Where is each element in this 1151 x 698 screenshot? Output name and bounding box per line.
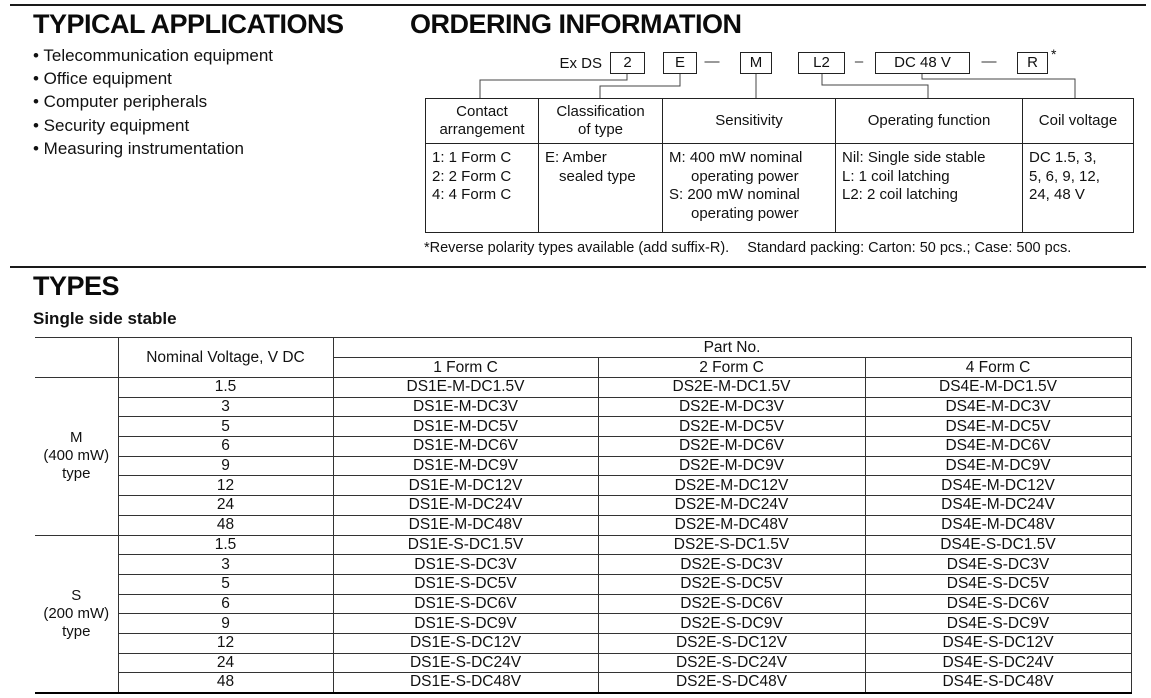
cell-operating-function: [836, 144, 1023, 233]
types-table-row: [35, 515, 1131, 535]
text-line: (200 mW): [43, 604, 110, 622]
voltage-cell: 48: [118, 673, 333, 693]
typical-applications-list: [33, 44, 273, 160]
part-number-cell: DS4E-M-DC9V: [865, 456, 1131, 476]
part-number-cell: DS1E-M-DC24V: [333, 496, 598, 516]
text-line: S: 200 mW nominal: [669, 186, 800, 203]
top-divider: [10, 4, 1146, 6]
voltage-cell: 1.5: [118, 378, 333, 398]
text-line: 1: 1 Form C: [432, 149, 512, 166]
text-line: 24, 48 V: [1029, 186, 1085, 203]
part-number-cell: DS1E-M-DC12V: [333, 476, 598, 496]
code-dash-3: —: [981, 53, 997, 70]
typical-applications-title: TYPICAL APPLICATIONS: [33, 9, 344, 39]
text-line: DC 1.5, 3,: [1029, 149, 1097, 166]
text-line: • Computer peripherals: [33, 92, 208, 112]
part-number-cell: DS1E-M-DC5V: [333, 417, 598, 437]
text-line: Classification: [556, 103, 645, 120]
types-table-row: [35, 633, 1131, 653]
text-line: L2: 2 coil latching: [842, 186, 958, 203]
text-line: 2: 2 Form C: [432, 167, 512, 185]
part-number-cell: DS4E-S-DC6V: [865, 594, 1131, 614]
ordering-information-title: ORDERING INFORMATION: [410, 9, 742, 39]
voltage-cell: 6: [118, 437, 333, 457]
part-number-cell: DS4E-M-DC5V: [865, 417, 1131, 437]
text-line: Nil: Single side stable: [842, 149, 986, 166]
part-number-cell: DS2E-S-DC9V: [598, 614, 865, 634]
part-number-cell: DS2E-S-DC48V: [598, 673, 865, 693]
text-line: 5, 6, 9, 12,: [1029, 167, 1100, 185]
types-table-body: [35, 378, 1131, 693]
text-line: type: [62, 465, 91, 483]
part-number-cell: DS4E-S-DC5V: [865, 574, 1131, 594]
types-table-row: [35, 437, 1131, 457]
ordering-footnote: [424, 240, 1071, 256]
text-line: E: Amber: [545, 149, 607, 166]
code-box-operating-function: L2: [798, 52, 845, 74]
voltage-cell: 3: [118, 397, 333, 417]
part-number-cell: DS2E-M-DC6V: [598, 437, 865, 457]
part-number-prefix: Ex DS: [559, 55, 602, 72]
text-line: • Telecommunication equipment: [33, 46, 273, 65]
text-line: Operating function: [867, 112, 991, 129]
code-box-contact: 2: [610, 52, 645, 74]
part-number-cell: DS2E-S-DC5V: [598, 574, 865, 594]
voltage-cell: 24: [118, 653, 333, 673]
header-operating-function: [836, 99, 1023, 144]
types-table-row: [35, 456, 1131, 476]
header-classification-of-type: [539, 99, 663, 144]
part-number-cell: DS1E-S-DC1.5V: [333, 535, 598, 555]
code-dash-2: –: [854, 53, 864, 70]
text-line: arrangement: [439, 121, 525, 138]
types-table-row: [35, 653, 1131, 673]
code-dash-1: —: [704, 53, 720, 70]
voltage-cell: 24: [118, 496, 333, 516]
suffix-asterisk: *: [1051, 46, 1057, 62]
types-header-row-1: [35, 338, 1131, 358]
single-side-stable-subtitle: Single side stable: [33, 309, 177, 328]
types-table-row: [35, 555, 1131, 575]
part-number-cell: DS1E-M-DC48V: [333, 515, 598, 535]
standard-packing-note: Standard packing: Carton: 50 pcs.; Case: 500 pcs.: [747, 240, 1072, 256]
text-line: Sensitivity: [715, 112, 783, 129]
types-table-row: [35, 397, 1131, 417]
types-table-row: [35, 535, 1131, 555]
part-number-cell: DS2E-M-DC12V: [598, 476, 865, 496]
text-line: S: [71, 586, 82, 604]
part-number-cell: DS1E-S-DC12V: [333, 633, 598, 653]
part-number-cell: DS4E-S-DC9V: [865, 614, 1131, 634]
text-line: • Measuring instrumentation: [33, 138, 244, 158]
part-number-cell: DS2E-S-DC1.5V: [598, 535, 865, 555]
text-line: 4: 4 Form C: [432, 186, 512, 203]
part-number-cell: DS1E-S-DC3V: [333, 555, 598, 575]
text-line: type: [62, 622, 91, 640]
ordering-body-row: [426, 144, 1134, 233]
header-contact-arrangement: [426, 99, 539, 144]
text-line: M: 400 mW nominal: [669, 149, 803, 166]
part-number-cell: DS1E-S-DC5V: [333, 574, 598, 594]
voltage-cell: 5: [118, 417, 333, 437]
part-number-cell: DS1E-S-DC9V: [333, 614, 598, 634]
text-line: M: [70, 429, 83, 447]
text-line: (400 mW): [43, 447, 110, 465]
types-table-row: [35, 614, 1131, 634]
part-number-cell: DS1E-M-DC3V: [333, 397, 598, 417]
code-box-classification: E: [663, 52, 697, 74]
form-header-3: 4 Form C: [865, 358, 1131, 378]
corner-cell: [35, 338, 118, 378]
part-number-cell: DS4E-S-DC12V: [865, 633, 1131, 653]
nominal-voltage-header: Nominal Voltage, V DC: [118, 338, 333, 378]
part-number-cell: DS4E-M-DC12V: [865, 476, 1131, 496]
types-table: [35, 337, 1132, 694]
part-number-cell: DS2E-M-DC1.5V: [598, 378, 865, 398]
part-number-cell: DS1E-S-DC6V: [333, 594, 598, 614]
voltage-cell: 6: [118, 594, 333, 614]
section-divider: [10, 266, 1146, 268]
voltage-cell: 5: [118, 574, 333, 594]
text-line: • Office equipment: [33, 69, 172, 89]
header-sensitivity: [663, 99, 836, 144]
text-line: of type: [577, 121, 624, 138]
row-group-label: [35, 535, 118, 693]
part-number-cell: DS4E-M-DC6V: [865, 437, 1131, 457]
part-number-cell: DS2E-M-DC5V: [598, 417, 865, 437]
form-header-2: 2 Form C: [598, 358, 865, 378]
header-coil-voltage: [1023, 99, 1134, 144]
part-number-cell: DS4E-S-DC1.5V: [865, 535, 1131, 555]
voltage-cell: 1.5: [118, 535, 333, 555]
part-number-cell: DS2E-S-DC24V: [598, 653, 865, 673]
part-number-cell: DS2E-S-DC3V: [598, 555, 865, 575]
text-line: sealed type: [559, 167, 636, 185]
ordering-table: [425, 98, 1134, 233]
text-line: • Security equipment: [33, 115, 190, 135]
part-number-cell: DS2E-M-DC3V: [598, 397, 865, 417]
voltage-cell: 12: [118, 633, 333, 653]
text-line: Coil voltage: [1038, 112, 1118, 129]
part-number-cell: DS4E-M-DC3V: [865, 397, 1131, 417]
types-table-row: [35, 496, 1131, 516]
part-number-cell: DS4E-S-DC48V: [865, 673, 1131, 693]
reverse-polarity-note: *Reverse polarity types available (add suffix-R).: [424, 240, 730, 256]
part-number-cell: DS4E-M-DC24V: [865, 496, 1131, 516]
voltage-cell: 12: [118, 476, 333, 496]
cell-coil-voltage: [1023, 144, 1134, 233]
types-title: TYPES: [33, 271, 120, 301]
part-number-cell: DS2E-M-DC48V: [598, 515, 865, 535]
text-line: L: 1 coil latching: [842, 167, 950, 185]
voltage-cell: 3: [118, 555, 333, 575]
part-number-cell: DS1E-S-DC48V: [333, 673, 598, 693]
part-number-cell: DS1E-M-DC1.5V: [333, 378, 598, 398]
part-number-cell: DS1E-M-DC6V: [333, 437, 598, 457]
part-number-cell: DS4E-S-DC3V: [865, 555, 1131, 575]
text-line: operating power: [691, 204, 799, 222]
code-box-sensitivity: M: [740, 52, 772, 74]
code-box-suffix: R: [1017, 52, 1048, 74]
part-number-cell: DS1E-M-DC9V: [333, 456, 598, 476]
cell-contact-arrangement: [426, 144, 539, 233]
types-table-row: [35, 417, 1131, 437]
part-number-cell: DS2E-M-DC24V: [598, 496, 865, 516]
types-table-row: [35, 378, 1131, 398]
ordering-header-row: [426, 99, 1134, 144]
voltage-cell: 9: [118, 456, 333, 476]
voltage-cell: 48: [118, 515, 333, 535]
row-group-label: [35, 378, 118, 536]
types-table-row: [35, 673, 1131, 693]
types-table-row: [35, 594, 1131, 614]
part-number-cell: DS4E-M-DC48V: [865, 515, 1131, 535]
part-number-cell: DS4E-S-DC24V: [865, 653, 1131, 673]
types-table-row: [35, 476, 1131, 496]
part-no-header: Part No.: [333, 338, 1131, 358]
part-number-cell: DS2E-S-DC12V: [598, 633, 865, 653]
part-number-cell: DS2E-S-DC6V: [598, 594, 865, 614]
code-box-coil-voltage: DC 48 V: [875, 52, 970, 74]
cell-sensitivity: [663, 144, 836, 233]
text-line: operating power: [691, 167, 799, 185]
part-number-cell: DS1E-S-DC24V: [333, 653, 598, 673]
part-number-cell: DS4E-M-DC1.5V: [865, 378, 1131, 398]
part-number-cell: DS2E-M-DC9V: [598, 456, 865, 476]
voltage-cell: 9: [118, 614, 333, 634]
form-header-1: 1 Form C: [333, 358, 598, 378]
types-table-row: [35, 574, 1131, 594]
cell-classification-of-type: [539, 144, 663, 233]
text-line: Contact: [456, 103, 508, 120]
